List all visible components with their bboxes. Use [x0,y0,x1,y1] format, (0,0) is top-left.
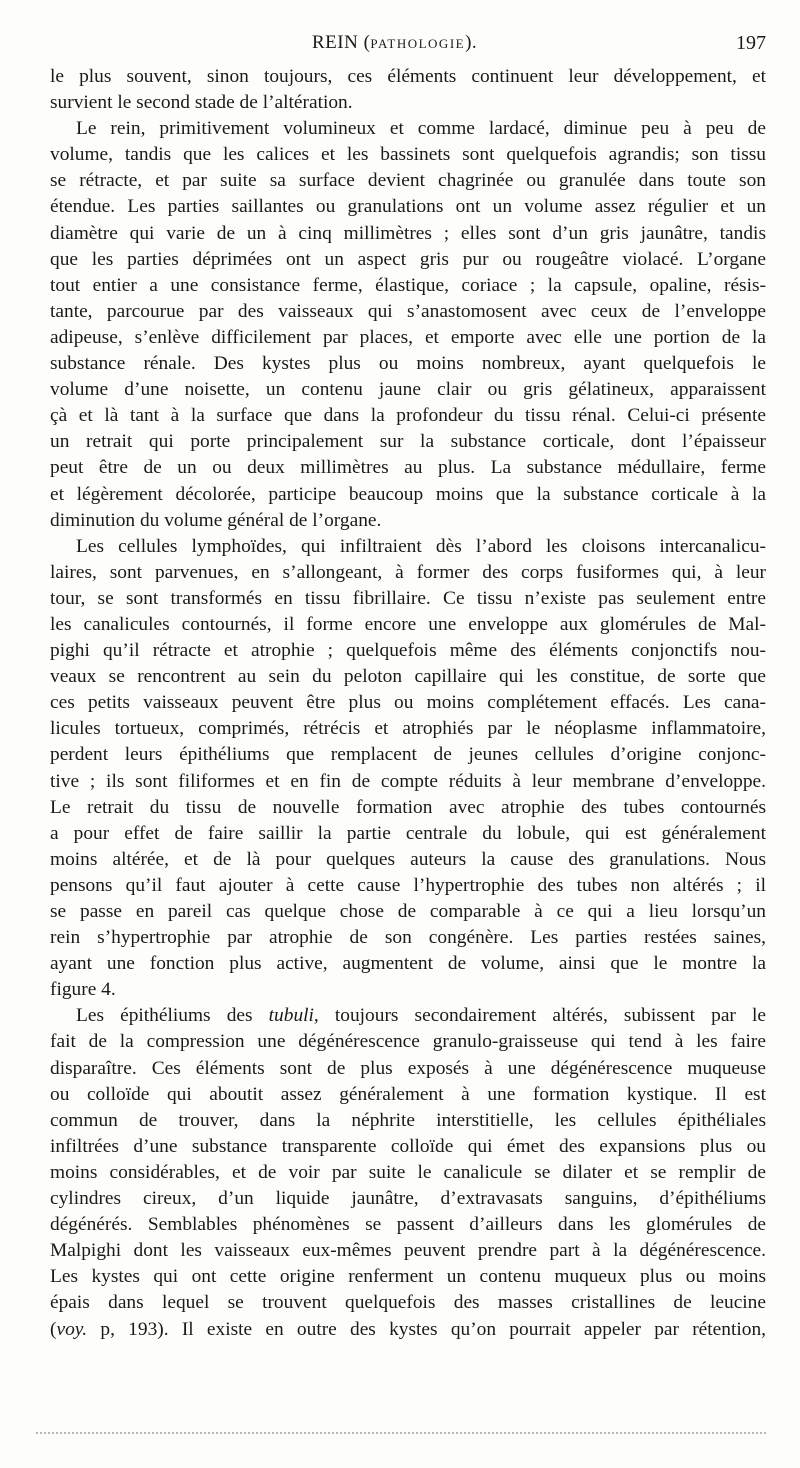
text-line: ces petits vaisseaux peuvent être plus ou moins complétement effacés. Les cana- [50,692,766,714]
text-line: et légèrement décolorée, participe beaucoup moins que la substance corticale à la [50,483,766,505]
text-line: perdent leurs épithéliums que remplacent de jeunes cellules d’origine conjonc- [50,744,766,766]
text-line: ou colloïde qui aboutit assez généralement à une formation kystique. Il est [50,1083,766,1105]
text-line: moins altérée, et de là pour quelques auteurs la cause des granulations. Nous [50,848,766,870]
text-line: veaux se rencontrent au sein du peloton capillaire qui les constitue, de sorte que [50,666,766,688]
page-number: 197 [736,32,766,54]
text-line: pighi qu’il rétracte et atrophie ; quelquefois même des éléments conjonctifs nou- [50,640,766,662]
text-line: licules tortueux, comprimés, rétrécis et atrophiés par le néoplasme inflammatoire, [50,718,766,740]
text-line: que les parties déprimées ont un aspect gris pur ou rougeâtre violacé. L’organe [50,248,766,270]
text-line: figure 4. [50,979,116,1001]
text-line: fait de la compression une dégénérescence granulo-graisseuse qui tend à les faire [50,1031,766,1053]
text-line: rein s’hypertrophie par atrophie de son congénère. Les parties restées saines, [50,927,766,949]
text-line: substance rénale. Des kystes plus ou moins nombreux, ayant quelquefois le [50,353,766,375]
text-line: Le rein, primitivement volumineux et comme lardacé, diminue peu à peu de [76,118,766,140]
text-line: (voy. p, 193). Il existe en outre des kystes qu’on pourrait appeler par rétention, [50,1318,766,1340]
text-line: cylindres cireux, d’un liquide jaunâtre, d’extravasats sanguins, d’épithéliums [50,1188,766,1210]
text-line: diamètre qui varie de un à cinq millimètres ; elles sont d’un gris jaunâtre, tandis [50,222,766,244]
running-title [312,32,477,54]
text-line: Les kystes qui ont cette origine renferment un contenu muqueux plus ou moins [50,1266,766,1288]
text-line: se passe en pareil cas quelque chose de comparable à ce qui a lieu lorsqu’un [50,901,766,922]
text-line: dégénérés. Semblables phénomènes se passent d’ailleurs dans les glomérules de [50,1214,766,1236]
text-line: Malpighi dont les vaisseaux eux-mêmes peuvent prendre part à la dégénérescence. [50,1240,766,1262]
text-line: survient le second stade de l’altération. [50,92,353,114]
text-line: étendue. Les parties saillantes ou granulations ont un volume assez régulier et un [50,196,766,218]
text-line: tive ; ils sont filiformes et en fin de compte réduits à leur membrane d’enveloppe. [50,770,766,792]
text-line: adipeuse, s’enlève difficilement par places, et emporte avec elle une portion de la [50,326,766,348]
text-line: tour, se sont transformés en tissu fibrillaire. Ce tissu n’existe pas seulement entre [50,587,766,609]
text-line: volume, tandis que les calices et les bassinets sont quelquefois agrandis; son tissu [50,144,766,166]
text-line: diminution du volume général de l’organe. [50,509,382,531]
text-line: disparaître. Ces éléments sont de plus exposés à une dégénérescence muqueuse [50,1057,766,1079]
text-line: épais dans lequel se trouvent quelquefois des masses cristallines de leucine [50,1292,766,1314]
running-title-subtitle: PATHOLOGIE [370,36,466,51]
text-line: commun de trouver, dans la néphrite interstitielle, les cellules épithéliales [50,1109,766,1131]
footer-divider [36,1432,766,1436]
body-text [50,64,766,1343]
text-line: moins considérables, et de voir par suite le canalicule se dilater et se remplir de [50,1161,766,1183]
text-line: a pour effet de faire saillir la partie centrale du lobule, qui est généralement [50,822,766,844]
text-line: le plus souvent, sinon toujours, ces éléments continuent leur développement, et [50,66,766,87]
running-title-end: ). [465,32,478,53]
text-line: infiltrées d’une substance transparente colloïde qui émet des expansions plus ou [50,1135,766,1157]
text-line: laires, sont parvenues, en s’allongeant, à former des corps fusiformes qui, à leur [50,561,766,583]
text-line: Le retrait du tissu de nouvelle formation avec atrophie des tubes contournés [50,796,766,818]
running-header [0,28,800,58]
text-line: un retrait qui porte principalement sur la substance corticale, dont l’épaisseur [50,431,766,453]
text-line: Les épithéliums des tubuli, toujours secondairement altérés, subissent par le [76,1005,766,1027]
text-line: peut être de un ou deux millimètres au plus. La substance médullaire, ferme [50,457,766,479]
text-line: çà et là tant à la surface que dans la profondeur du tissu rénal. Celui-ci présente [50,405,766,427]
text-line: se rétracte, et par suite sa surface devient chagrinée ou granulée dans toute son [50,170,766,192]
text-line: ayant une fonction plus active, augmentent de volume, ainsi que le montre la [50,953,766,975]
text-line: Les cellules lymphoïdes, qui infiltraient dès l’abord les cloisons intercanalicu- [76,535,766,557]
text-line: pensons qu’il faut ajouter à cette cause l’hypertrophie des tubes non altérés ; il [50,874,766,896]
text-line: tout entier a une consistance ferme, élastique, coriace ; la capsule, opaline, résis- [50,274,766,296]
text-line: tante, parcourue par des vaisseaux qui s’anastomosent avec ceux de l’enveloppe [50,300,766,322]
text-line: les canalicules contournés, il forme encore une enveloppe aux glomérules de Mal- [50,613,766,635]
text-line: volume d’une noisette, un contenu jaune clair ou gris gélatineux, apparaissent [50,379,766,401]
running-title-main: REIN ( [312,32,371,53]
